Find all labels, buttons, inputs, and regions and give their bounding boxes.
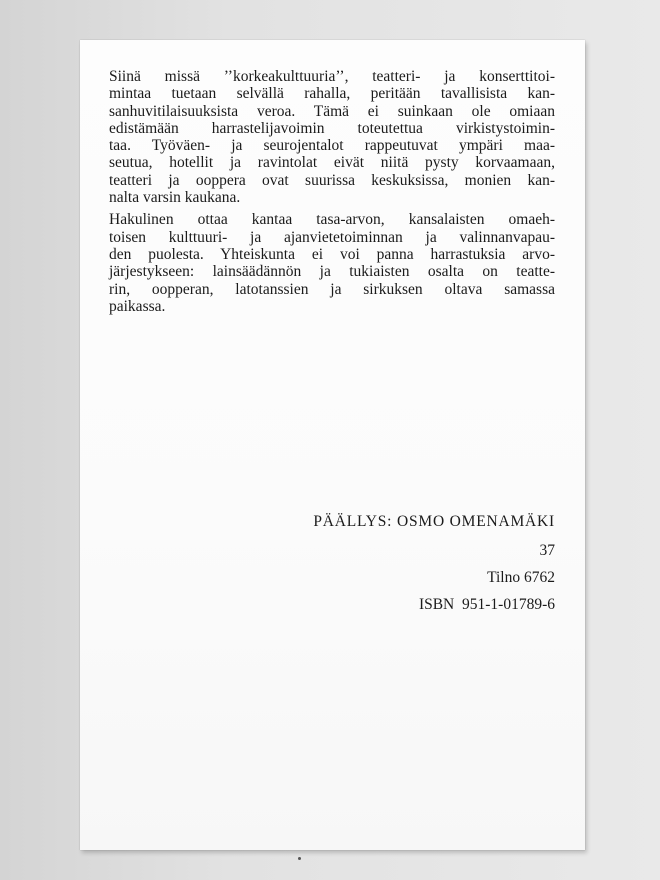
isbn: ISBN 951-1-01789-6: [418, 596, 555, 613]
blurb-paragraph-1: [109, 68, 555, 206]
text-line: sanhuvitilaisuuksista veroa. Tämä ei suinkaan ole omiaan: [109, 102, 555, 120]
text-line: edistämään harrastelijavoimin toteutettua virkistystoimin-: [109, 119, 555, 137]
blurb-paragraph-2: [109, 211, 555, 315]
text-line: toisen kulttuuri- ja ajanvietetoiminnan ja valinnanvapau-: [109, 228, 555, 246]
text-line: Siinä missä ’’korkeakulttuuria’’, teatteri- ja konserttitoi-: [109, 68, 555, 85]
series-number: 37: [539, 542, 555, 559]
cover-design-credit: PÄÄLLYS: OSMO OMENAMÄKI: [313, 513, 555, 530]
order-number: Tilno 6762: [487, 569, 555, 586]
text-line: Hakulinen ottaa kantaa tasa-arvon, kansalaisten omaeh-: [109, 211, 555, 229]
text-line: nalta varsin kaukana.: [109, 189, 241, 207]
text-line: taa. Työväen- ja seurojentalot rappeutuvat ympäri maa-: [109, 137, 555, 155]
text-line: seutua, hotellit ja ravintolat eivät niitä pysty korvaamaan,: [109, 154, 555, 172]
text-line: järjestykseen: lainsäädännön ja tukiaisten osalta on teatte-: [109, 263, 555, 281]
text-line: mintaa tuetaan selvällä rahalla, peritään tavallisista kan-: [109, 85, 555, 103]
book-back-cover: [80, 40, 585, 850]
print-mark: [298, 857, 301, 860]
text-line: paikassa.: [109, 297, 166, 315]
text-line: teatteri ja ooppera ovat suurissa keskuksissa, monien kan-: [109, 171, 555, 189]
blurb-text: [109, 68, 555, 320]
text-line: rin, oopperan, latotanssien ja sirkuksen oltava samassa: [109, 280, 555, 298]
text-line: den puolesta. Yhteiskunta ei voi panna harrastuksia arvo-: [109, 245, 555, 263]
